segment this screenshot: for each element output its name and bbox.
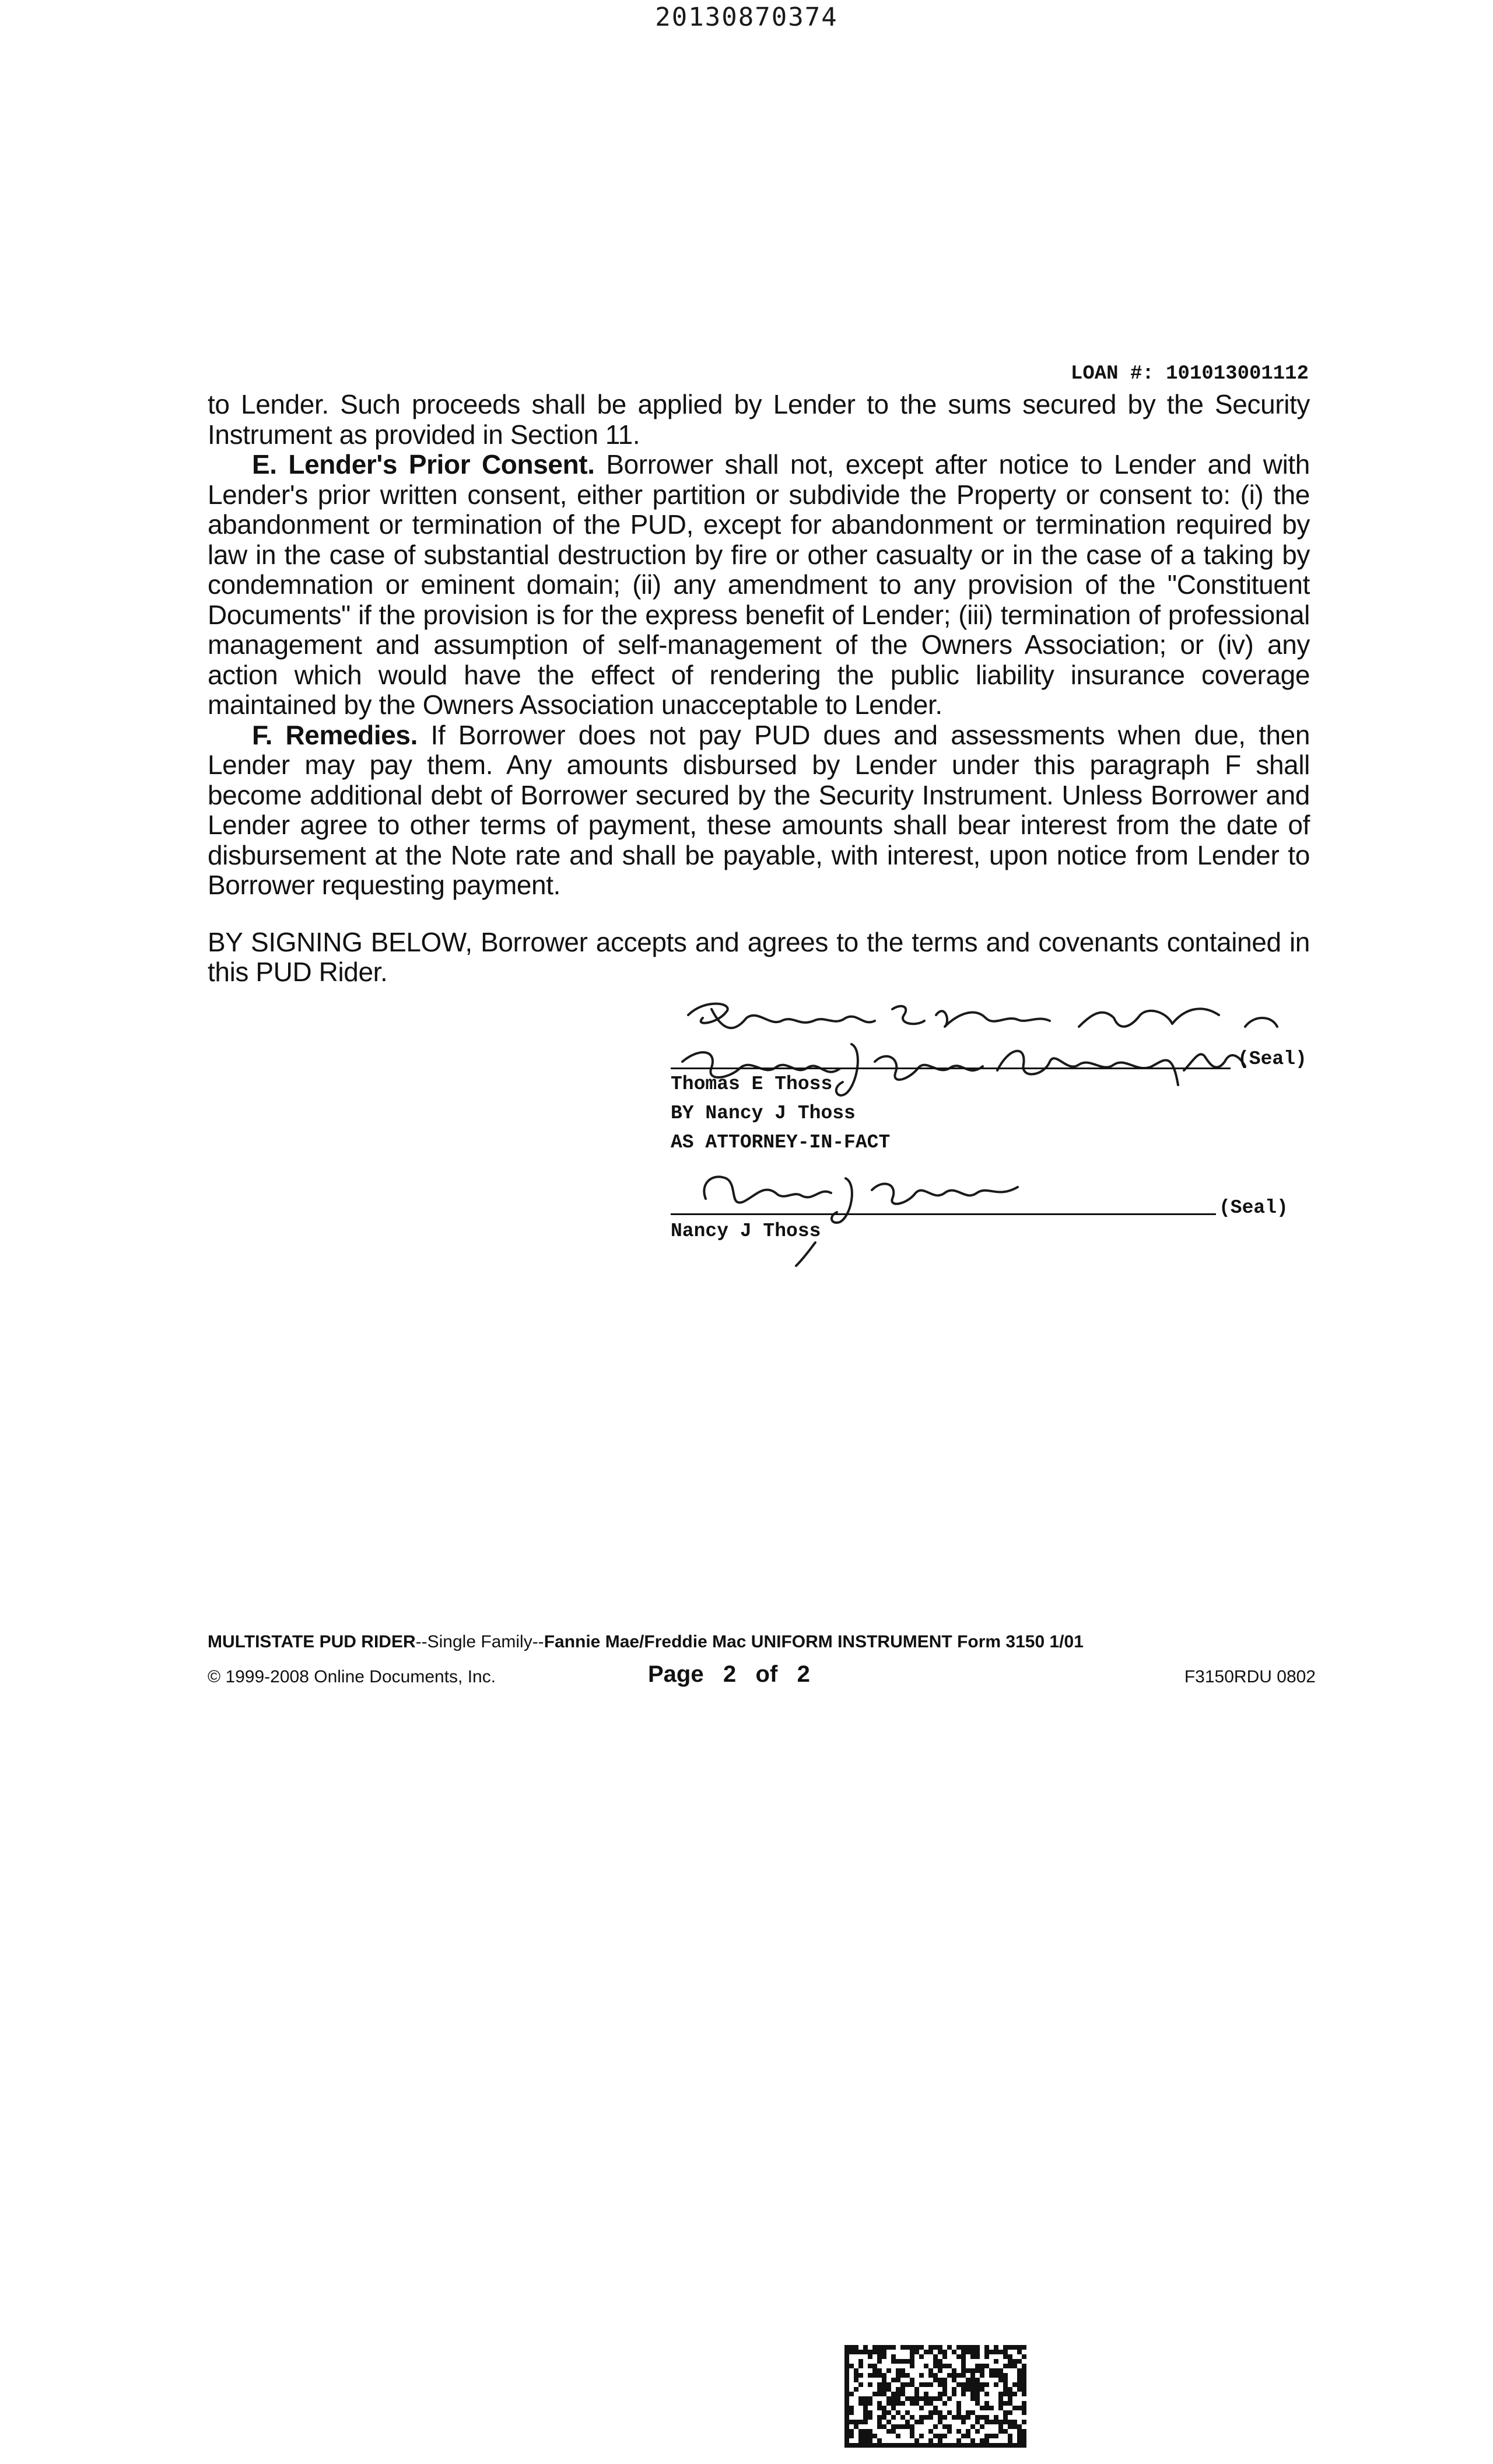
form-title-variant: --Single Family-- bbox=[415, 1632, 544, 1651]
section-f-heading: F. Remedies. bbox=[252, 719, 418, 750]
signing-statement: BY SIGNING BELOW, Borrower accepts and agrees to the terms and covenants contained in this PUD Rider. bbox=[208, 926, 1310, 987]
signer-1-capacity: AS ATTORNEY-IN-FACT bbox=[671, 1132, 891, 1153]
form-title bbox=[208, 1632, 1316, 1652]
signer-1-name: Thomas E Thoss bbox=[671, 1073, 833, 1095]
loan-number: LOAN #: 101013001112 bbox=[1070, 363, 1309, 385]
rider-body bbox=[208, 390, 1310, 988]
section-e-text: Borrower shall not, except after notice to Lender and with Lender's prior written consent, either partition or subdivide the Property or consent to: (i) the abandonment or termination of the PUD, except for abandonment or termination required by law in the case of substantial destruction by fire or other casualty or in the case of a taking by condemnation or eminent domain; (ii) any amendment to any provision of the "Constituent Documents" if the provision is for the express benefit of Lender; (iii) termination of professional management and assumption of self-management of the Owners Association; or (iv) any action which would have the effect of rendering the public liability insurance coverage maintained by the Owners Association unacceptable to Lender. bbox=[208, 449, 1310, 720]
barcode-icon bbox=[844, 2345, 1026, 2448]
seal-label-1: (Seal) bbox=[1238, 1048, 1307, 1070]
continuation-paragraph: to Lender. Such proceeds shall be applied by Lender to the sums secured by the Security Instrument as provided in Section 11. bbox=[208, 389, 1310, 450]
section-e-heading: E. Lender's Prior Consent. bbox=[252, 449, 595, 480]
document-number: 20130870374 bbox=[655, 2, 838, 32]
copyright-notice: © 1999-2008 Online Documents, Inc. bbox=[208, 1667, 496, 1686]
signer-2-name: Nancy J Thoss bbox=[671, 1220, 821, 1242]
signer-1-by: BY Nancy J Thoss bbox=[671, 1102, 856, 1124]
signature-line-2 bbox=[671, 1213, 1216, 1215]
form-title-instrument: Fannie Mae/Freddie Mac UNIFORM INSTRUMENT Form 3150 1/01 bbox=[544, 1632, 1084, 1651]
form-code: F3150RDU 0802 bbox=[1184, 1667, 1316, 1686]
signature-block bbox=[671, 992, 1312, 1272]
section-f-text: If Borrower does not pay PUD dues and assessments when due, then Lender may pay them. Any amounts disbursed by Lender under this paragraph F shall become additional debt of Borrower secured by the Security Instrument. Unless Borrower and Lender agree to other terms of payment, these amounts shall bear interest from the date of disbursement at the Note rate and shall be payable, with interest, upon notice from Lender to Borrower requesting payment. bbox=[208, 719, 1310, 900]
seal-label-2: (Seal) bbox=[1219, 1197, 1288, 1219]
signature-line-1 bbox=[671, 1068, 1231, 1069]
page-indicator: Page 2 of 2 bbox=[648, 1661, 810, 1687]
footer-details bbox=[208, 1661, 1316, 1694]
section-e-paragraph bbox=[208, 450, 1310, 720]
form-title-main: MULTISTATE PUD RIDER bbox=[208, 1632, 416, 1651]
section-f-paragraph bbox=[208, 720, 1310, 901]
